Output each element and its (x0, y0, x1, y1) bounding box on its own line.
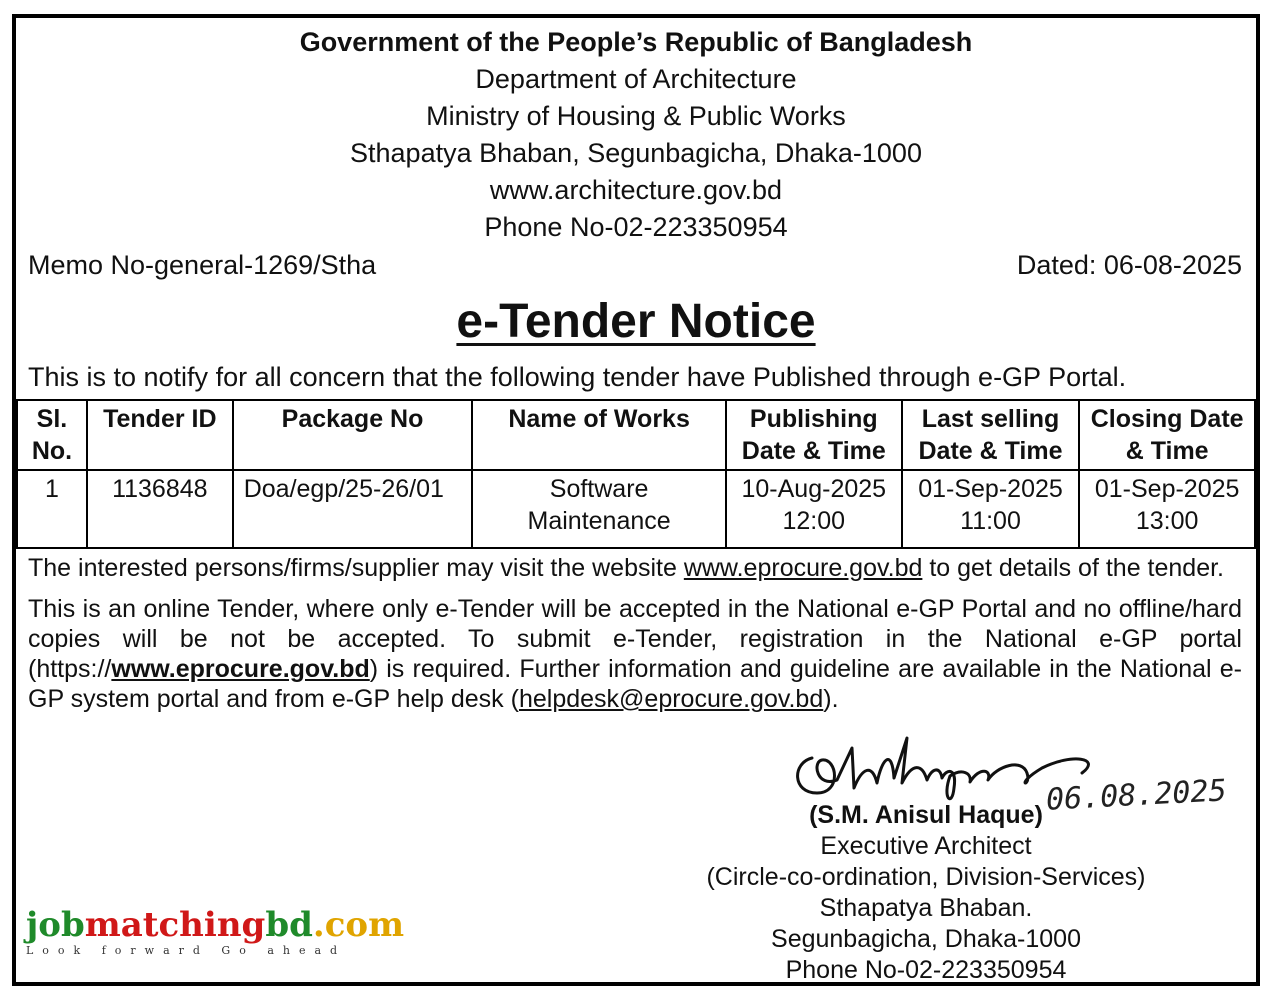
header-name-of-works: Name of Works (472, 400, 726, 470)
table-header-row (17, 400, 1255, 470)
eprocure-portal-link[interactable]: www.eprocure.gov.bd (111, 655, 370, 683)
cell-sl-no: 1 (17, 470, 87, 548)
notice-title: e-Tender Notice (456, 295, 816, 348)
watermark-name: jobmatchingbd.com (26, 905, 405, 945)
office-address: Sthapatya Bhaban, Segunbagicha, Dhaka-1000 (350, 138, 922, 168)
signatory-block (696, 800, 1156, 986)
signatory-designation: Executive Architect (820, 832, 1032, 860)
signature-date: 06.08.2025 (1045, 773, 1228, 818)
header-tender-id: Tender ID (87, 400, 233, 470)
header-sl-no: Sl. No. (17, 400, 87, 470)
cell-package-no: Doa/egp/25-26/01 (233, 470, 473, 548)
signatory-phone: Phone No-02-223350954 (785, 956, 1067, 984)
watermark-logo (26, 905, 405, 957)
ministry-name: Ministry of Housing & Public Works (426, 101, 846, 131)
signatory-name: (S.M. Anisul Haque) (809, 801, 1043, 829)
cell-publishing-date: 10-Aug-2025 12:00 (726, 470, 902, 548)
office-phone: Phone No-02-223350954 (484, 212, 788, 242)
helpdesk-email-link[interactable]: helpdesk@eprocure.gov.bd (518, 685, 824, 713)
department-name: Department of Architecture (475, 64, 797, 94)
government-name: Government of the People’s Republic of Bangladesh (299, 27, 973, 57)
signatory-building: Sthapatya Bhaban. (819, 894, 1033, 922)
table-row (17, 470, 1255, 548)
memo-number: Memo No-general-1269/Stha (28, 250, 377, 280)
header-closing-date: Closing Date & Time (1079, 400, 1255, 470)
instructions-paragraph: This is an online Tender, where only e-Tender will be accepted in the National e-GP Portal and no offline/hard copies will be not be accepted. To submit e-Tender, registration in the National e-GP portal (https://www.eprocure.gov.bd) is required. Further information and guideline are available in the National e-GP system portal and from e-GP help desk (helpdesk@eprocure.gov.bd). (28, 595, 1242, 713)
cell-closing-date: 01-Sep-2025 13:00 (1079, 470, 1255, 548)
eprocure-link[interactable]: www.eprocure.gov.bd (683, 554, 923, 582)
office-website: www.architecture.gov.bd (489, 175, 783, 205)
website-paragraph: The interested persons/firms/supplier may visit the website www.eprocure.gov.bd to get details of the tender. (28, 554, 1224, 582)
cell-tender-id: 1136848 (87, 470, 233, 548)
letterhead (16, 24, 1256, 246)
header-publishing-date: Publishing Date & Time (726, 400, 902, 470)
tender-table (16, 399, 1256, 549)
cell-last-selling-date: 01-Sep-2025 11:00 (902, 470, 1080, 548)
watermark-tagline: Look forward Go ahead (26, 944, 347, 957)
cell-name-of-works: Software Maintenance (472, 470, 726, 548)
tender-notice-document (12, 14, 1260, 986)
memo-row (28, 250, 1242, 281)
memo-date: Dated: 06-08-2025 (1016, 250, 1242, 280)
signatory-address: Segunbagicha, Dhaka-1000 (771, 925, 1081, 953)
header-package-no: Package No (233, 400, 473, 470)
intro-text: This is to notify for all concern that the following tender have Published through e-GP Portal. (28, 362, 1127, 392)
signatory-unit: (Circle-co-ordination, Division-Services) (706, 863, 1146, 891)
header-last-selling-date: Last selling Date & Time (902, 400, 1080, 470)
